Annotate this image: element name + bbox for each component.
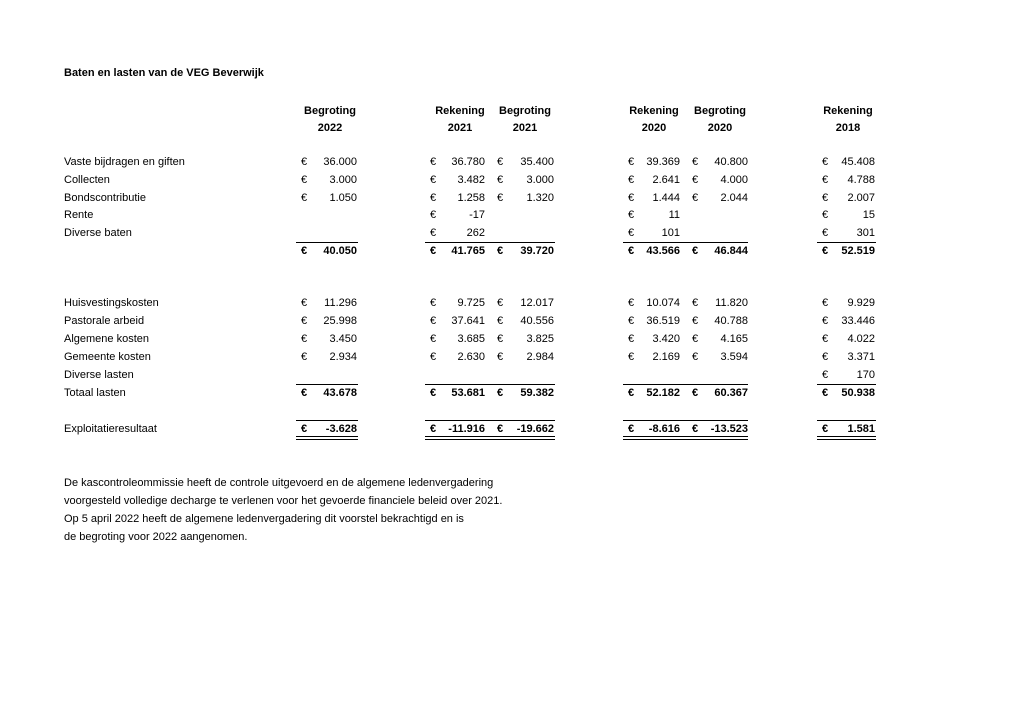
- amount-value: 1.581: [847, 423, 875, 435]
- row-label: Huisvestingskosten: [64, 297, 159, 309]
- euro-sign: €: [628, 156, 635, 168]
- amount-value: 4.000: [720, 174, 748, 186]
- amount-cell: [430, 156, 485, 170]
- euro-sign: €: [822, 156, 829, 168]
- amount-value: -3.628: [325, 423, 357, 435]
- amount-value: 3.420: [652, 333, 680, 345]
- amount-cell: [497, 333, 554, 347]
- document-title: Baten en lasten van de VEG Beverwijk: [64, 67, 264, 79]
- euro-sign: €: [692, 351, 699, 363]
- euro-sign: €: [301, 245, 308, 257]
- amount-value: 39.369: [646, 156, 680, 168]
- amount-value: 40.788: [714, 315, 748, 327]
- amount-cell: [497, 315, 554, 329]
- amount-value: 2.641: [652, 174, 680, 186]
- amount-cell: [628, 423, 680, 437]
- euro-sign: €: [628, 333, 635, 345]
- amount-cell: [430, 227, 485, 241]
- amount-value: 45.408: [841, 156, 875, 168]
- amount-value: 9.929: [847, 297, 875, 309]
- amount-cell: [692, 387, 748, 401]
- amount-cell: [822, 297, 875, 311]
- amount-value: 301: [856, 227, 875, 239]
- amount-value: 35.400: [520, 156, 554, 168]
- subtotal-line: [425, 384, 555, 385]
- column-header-line2: 2020: [707, 122, 733, 134]
- subtotal-line: [817, 384, 876, 385]
- amount-value: 43.566: [646, 245, 680, 257]
- row-label: Collecten: [64, 174, 110, 186]
- euro-sign: €: [628, 315, 635, 327]
- amount-value: 3.450: [329, 333, 357, 345]
- amount-cell: [692, 245, 748, 259]
- amount-value: 46.844: [714, 245, 748, 257]
- amount-value: 52.182: [646, 387, 680, 399]
- amount-value: 33.446: [841, 315, 875, 327]
- subtotal-line: [425, 242, 555, 243]
- euro-sign: €: [628, 192, 635, 204]
- euro-sign: €: [692, 245, 699, 257]
- amount-cell: [430, 333, 485, 347]
- amount-cell: [822, 245, 875, 259]
- amount-value: 1.050: [329, 192, 357, 204]
- euro-sign: €: [822, 297, 829, 309]
- amount-cell: [430, 315, 485, 329]
- amount-cell: [430, 174, 485, 188]
- euro-sign: €: [822, 333, 829, 345]
- amount-cell: [628, 245, 680, 259]
- note-line: voorgesteld volledige decharge te verlenen voor het gevoerde financiele beleid over 2021.: [64, 495, 503, 507]
- amount-cell: [497, 351, 554, 365]
- subtotal-line: [296, 242, 358, 243]
- column-header-line2: 2021: [512, 122, 538, 134]
- amount-value: 170: [856, 369, 875, 381]
- euro-sign: €: [822, 423, 829, 435]
- euro-sign: €: [822, 174, 829, 186]
- euro-sign: €: [301, 423, 308, 435]
- euro-sign: €: [497, 192, 504, 204]
- amount-value: 2.984: [526, 351, 554, 363]
- amount-cell: [430, 245, 485, 259]
- euro-sign: €: [822, 209, 829, 221]
- amount-cell: [497, 423, 554, 437]
- row-label: Diverse lasten: [64, 369, 134, 381]
- result-double-underline: [623, 436, 748, 440]
- euro-sign: €: [430, 387, 437, 399]
- amount-value: 3.685: [457, 333, 485, 345]
- row-label: Diverse baten: [64, 227, 132, 239]
- euro-sign: €: [301, 315, 308, 327]
- amount-cell: [822, 315, 875, 329]
- amount-cell: [497, 192, 554, 206]
- amount-value: 3.594: [720, 351, 748, 363]
- note-line: Op 5 april 2022 heeft de algemene ledenvergadering dit voorstel bekrachtigd en is: [64, 513, 464, 525]
- amount-cell: [628, 387, 680, 401]
- amount-cell: [822, 156, 875, 170]
- amount-value: -19.662: [516, 423, 554, 435]
- amount-value: 4.165: [720, 333, 748, 345]
- euro-sign: €: [692, 315, 699, 327]
- amount-value: 11: [668, 209, 680, 221]
- euro-sign: €: [430, 174, 437, 186]
- euro-sign: €: [692, 423, 699, 435]
- euro-sign: €: [497, 315, 504, 327]
- euro-sign: €: [692, 156, 699, 168]
- amount-cell: [497, 387, 554, 401]
- amount-cell: [301, 297, 357, 311]
- euro-sign: €: [497, 245, 504, 257]
- row-label: Exploitatieresultaat: [64, 423, 157, 435]
- amount-cell: [430, 297, 485, 311]
- euro-sign: €: [628, 423, 635, 435]
- euro-sign: €: [301, 387, 308, 399]
- amount-value: 37.641: [451, 315, 485, 327]
- amount-cell: [301, 423, 357, 437]
- amount-value: 60.367: [714, 387, 748, 399]
- amount-cell: [822, 192, 875, 206]
- amount-cell: [628, 192, 680, 206]
- amount-value: 101: [661, 227, 680, 239]
- euro-sign: €: [301, 351, 308, 363]
- amount-cell: [301, 351, 357, 365]
- amount-value: 4.788: [847, 174, 875, 186]
- amount-cell: [822, 423, 875, 437]
- row-label: Totaal lasten: [64, 387, 126, 399]
- amount-value: -17: [469, 209, 485, 221]
- euro-sign: €: [822, 387, 829, 399]
- amount-cell: [497, 174, 554, 188]
- amount-value: 2.169: [652, 351, 680, 363]
- euro-sign: €: [430, 227, 437, 239]
- amount-value: 1.258: [457, 192, 485, 204]
- amount-value: 11.820: [715, 297, 748, 309]
- amount-cell: [430, 209, 485, 223]
- amount-cell: [497, 156, 554, 170]
- euro-sign: €: [628, 174, 635, 186]
- amount-cell: [301, 174, 357, 188]
- euro-sign: €: [301, 174, 308, 186]
- amount-cell: [822, 369, 875, 383]
- amount-cell: [628, 209, 680, 223]
- result-double-underline: [296, 436, 358, 440]
- euro-sign: €: [430, 297, 437, 309]
- subtotal-line: [623, 242, 748, 243]
- result-top-line: [296, 420, 358, 421]
- amount-cell: [301, 245, 357, 259]
- euro-sign: €: [628, 351, 635, 363]
- amount-cell: [822, 387, 875, 401]
- amount-cell: [692, 174, 748, 188]
- amount-value: 36.519: [646, 315, 680, 327]
- amount-value: 50.938: [841, 387, 875, 399]
- subtotal-line: [623, 384, 748, 385]
- amount-cell: [692, 156, 748, 170]
- amount-cell: [628, 333, 680, 347]
- amount-value: 36.000: [323, 156, 357, 168]
- column-header-line1: Rekening: [629, 105, 679, 117]
- euro-sign: €: [822, 369, 829, 381]
- euro-sign: €: [822, 192, 829, 204]
- euro-sign: €: [430, 351, 437, 363]
- amount-cell: [301, 315, 357, 329]
- euro-sign: €: [497, 297, 504, 309]
- euro-sign: €: [497, 423, 504, 435]
- amount-cell: [430, 387, 485, 401]
- amount-cell: [692, 333, 748, 347]
- amount-value: 4.022: [847, 333, 875, 345]
- amount-value: 36.780: [451, 156, 485, 168]
- euro-sign: €: [628, 387, 635, 399]
- euro-sign: €: [692, 387, 699, 399]
- amount-cell: [822, 227, 875, 241]
- amount-cell: [692, 315, 748, 329]
- column-header: [680, 103, 760, 137]
- row-label: Bondscontributie: [64, 192, 146, 204]
- note-paragraph: [64, 474, 502, 546]
- column-header-line1: Begroting: [499, 105, 551, 117]
- amount-value: 40.556: [520, 315, 554, 327]
- amount-cell: [430, 351, 485, 365]
- amount-cell: [692, 297, 748, 311]
- amount-value: 1.444: [652, 192, 680, 204]
- column-header-line1: Rekening: [823, 105, 873, 117]
- euro-sign: €: [430, 192, 437, 204]
- euro-sign: €: [430, 423, 437, 435]
- amount-cell: [497, 297, 554, 311]
- subtotal-line: [817, 242, 876, 243]
- amount-value: 2.007: [847, 192, 875, 204]
- row-label: Algemene kosten: [64, 333, 149, 345]
- euro-sign: €: [301, 156, 308, 168]
- euro-sign: €: [692, 333, 699, 345]
- amount-cell: [822, 174, 875, 188]
- amount-cell: [628, 297, 680, 311]
- amount-value: 52.519: [841, 245, 875, 257]
- amount-value: -8.616: [648, 423, 680, 435]
- euro-sign: €: [692, 297, 699, 309]
- euro-sign: €: [497, 387, 504, 399]
- amount-cell: [301, 387, 357, 401]
- euro-sign: €: [301, 333, 308, 345]
- amount-cell: [628, 315, 680, 329]
- euro-sign: €: [628, 209, 635, 221]
- amount-value: -11.916: [448, 423, 485, 435]
- amount-value: 3.482: [457, 174, 485, 186]
- euro-sign: €: [430, 209, 437, 221]
- amount-value: 3.000: [526, 174, 554, 186]
- amount-value: 9.725: [457, 297, 485, 309]
- amount-value: 39.720: [520, 245, 554, 257]
- column-header: [290, 103, 370, 137]
- amount-cell: [822, 209, 875, 223]
- amount-cell: [628, 227, 680, 241]
- column-header: [808, 103, 888, 137]
- column-header-line1: Begroting: [304, 105, 356, 117]
- amount-value: 25.998: [323, 315, 357, 327]
- euro-sign: €: [822, 351, 829, 363]
- column-header-line2: 2021: [447, 122, 473, 134]
- note-line: de begroting voor 2022 aangenomen.: [64, 531, 248, 543]
- amount-value: 53.681: [451, 387, 485, 399]
- euro-sign: €: [628, 227, 635, 239]
- euro-sign: €: [692, 192, 699, 204]
- euro-sign: €: [430, 156, 437, 168]
- result-top-line: [623, 420, 748, 421]
- amount-value: 3.825: [526, 333, 554, 345]
- amount-cell: [822, 351, 875, 365]
- amount-value: 15: [862, 209, 875, 221]
- row-label: Rente: [64, 209, 94, 221]
- amount-value: 43.678: [323, 387, 357, 399]
- row-label: Pastorale arbeid: [64, 315, 145, 327]
- euro-sign: €: [628, 297, 635, 309]
- amount-cell: [497, 245, 554, 259]
- amount-value: 11.296: [324, 297, 357, 309]
- amount-value: 2.630: [457, 351, 485, 363]
- column-header-line2: 2020: [641, 122, 667, 134]
- amount-value: 3.371: [847, 351, 875, 363]
- euro-sign: €: [301, 297, 308, 309]
- result-top-line: [425, 420, 555, 421]
- amount-cell: [301, 333, 357, 347]
- amount-value: 3.000: [329, 174, 357, 186]
- amount-cell: [301, 192, 357, 206]
- amount-cell: [692, 192, 748, 206]
- amount-value: 59.382: [520, 387, 554, 399]
- result-double-underline: [817, 436, 876, 440]
- amount-value: 262: [466, 227, 485, 239]
- amount-value: 2.044: [720, 192, 748, 204]
- row-label: Gemeente kosten: [64, 351, 151, 363]
- amount-value: 40.050: [323, 245, 357, 257]
- amount-cell: [822, 333, 875, 347]
- amount-cell: [692, 423, 748, 437]
- euro-sign: €: [822, 245, 829, 257]
- euro-sign: €: [692, 174, 699, 186]
- euro-sign: €: [430, 315, 437, 327]
- euro-sign: €: [497, 174, 504, 186]
- subtotal-line: [296, 384, 358, 385]
- euro-sign: €: [301, 192, 308, 204]
- amount-value: 41.765: [451, 245, 485, 257]
- amount-cell: [301, 156, 357, 170]
- euro-sign: €: [497, 351, 504, 363]
- column-header: [485, 103, 565, 137]
- column-header-line2: 2022: [317, 122, 343, 134]
- euro-sign: €: [497, 333, 504, 345]
- amount-value: 40.800: [714, 156, 748, 168]
- amount-cell: [628, 351, 680, 365]
- amount-cell: [430, 423, 485, 437]
- amount-value: 10.074: [646, 297, 680, 309]
- column-header-line1: Rekening: [435, 105, 485, 117]
- result-double-underline: [425, 436, 555, 440]
- euro-sign: €: [822, 315, 829, 327]
- euro-sign: €: [497, 156, 504, 168]
- amount-cell: [692, 351, 748, 365]
- euro-sign: €: [628, 245, 635, 257]
- amount-value: 12.017: [520, 297, 554, 309]
- note-line: De kascontroleommissie heeft de controle uitgevoerd en de algemene ledenvergadering: [64, 477, 494, 489]
- euro-sign: €: [822, 227, 829, 239]
- column-header-line2: 2018: [835, 122, 861, 134]
- amount-cell: [430, 192, 485, 206]
- column-header-line1: Begroting: [694, 105, 746, 117]
- amount-value: -13.523: [710, 423, 748, 435]
- amount-cell: [628, 156, 680, 170]
- amount-cell: [628, 174, 680, 188]
- row-label: Vaste bijdragen en giften: [64, 156, 185, 168]
- amount-value: 1.320: [526, 192, 554, 204]
- euro-sign: €: [430, 245, 437, 257]
- euro-sign: €: [430, 333, 437, 345]
- result-top-line: [817, 420, 876, 421]
- amount-value: 2.934: [329, 351, 357, 363]
